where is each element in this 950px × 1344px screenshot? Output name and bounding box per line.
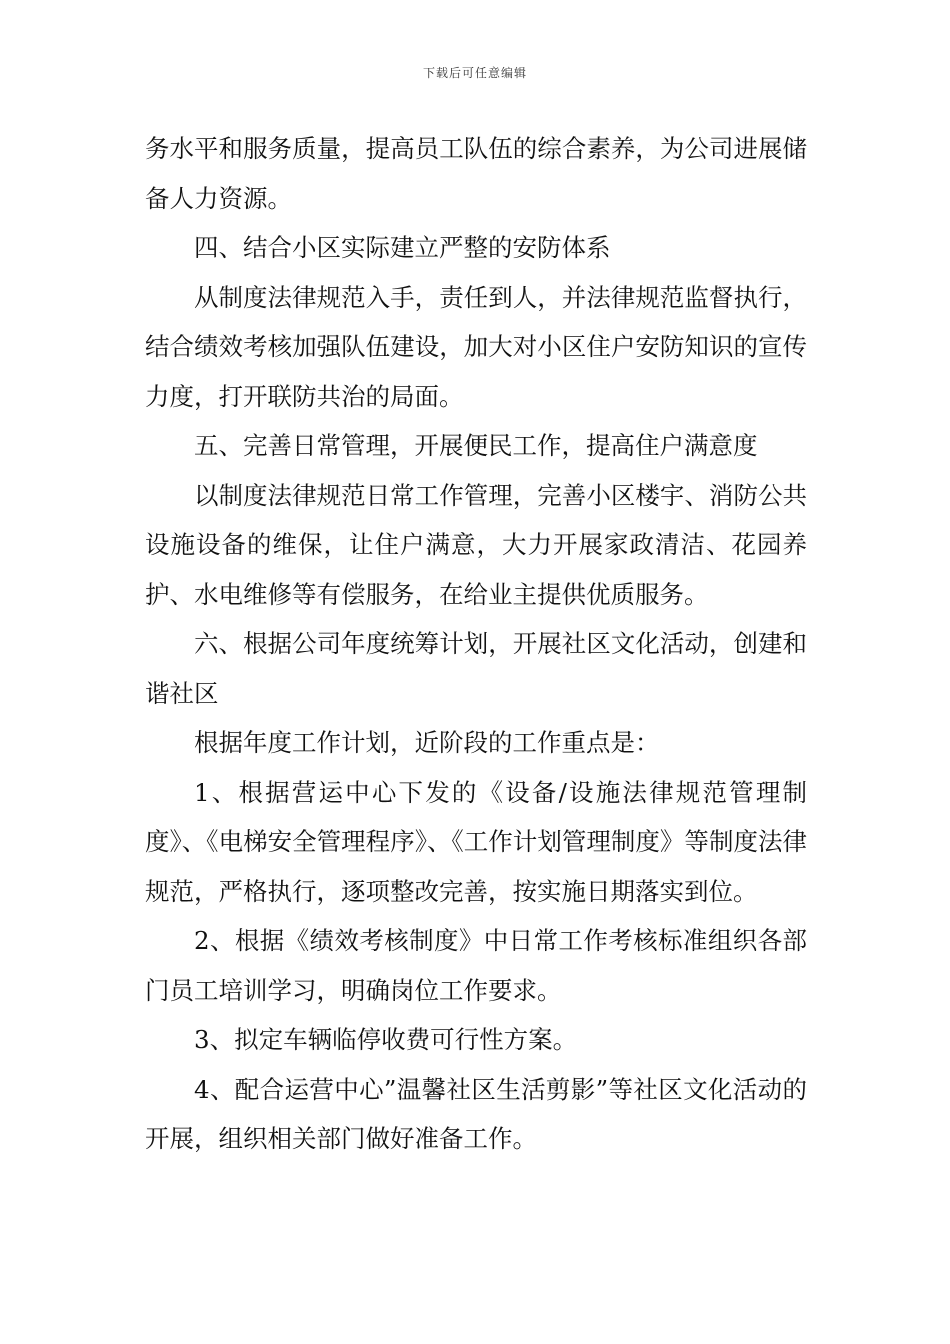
page-header: 下载后可任意编辑 xyxy=(422,66,527,80)
section-heading-5: 五、完善日常管理，开展便民工作，提高住户满意度 xyxy=(194,431,758,460)
document-body xyxy=(145,124,807,1164)
paragraph-security: 从制度法律规范入手，责任到人，并法律规范监督执行，结合绩效考核加强队伍建设，加大对小区住户安防知识的宣传力度，打开联防共治的局面。 xyxy=(145,282,807,411)
section-heading-4: 四、结合小区实际建立严整的安防体系 xyxy=(194,233,611,262)
section-heading-6: 六、根据公司年度统筹计划，开展社区文化活动，创建和谐社区 xyxy=(145,629,807,708)
paragraph-daily-management: 以制度法律规范日常工作管理，完善小区楼宇、消防公共设施设备的维保，让住户满意，大力开展家政清洁、花园养护、水电维修等有偿服务，在给业主提供优质服务。 xyxy=(145,480,807,609)
list-item-2: 2、根据《绩效考核制度》中日常工作考核标准组织各部门员工培训学习，明确岗位工作要求。 xyxy=(145,926,807,1005)
paragraph-continuation: 务水平和服务质量，提高员工队伍的综合素养，为公司进展储备人力资源。 xyxy=(145,134,807,213)
list-item-1: 1、根据营运中心下发的《设备/设施法律规范管理制度》、《电梯安全管理程序》、《工作计划管理制度》等制度法律规范，严格执行，逐项整改完善，按实施日期落实到位。 xyxy=(145,777,807,906)
list-item-4: 4、配合运营中心”温馨社区生活剪影”等社区文化活动的开展，组织相关部门做好准备工作。 xyxy=(145,1074,807,1153)
list-item-3: 3、拟定车辆临停收费可行性方案。 xyxy=(194,1025,578,1054)
paragraph-work-focus-intro: 根据年度工作计划，近阶段的工作重点是： xyxy=(194,728,660,757)
